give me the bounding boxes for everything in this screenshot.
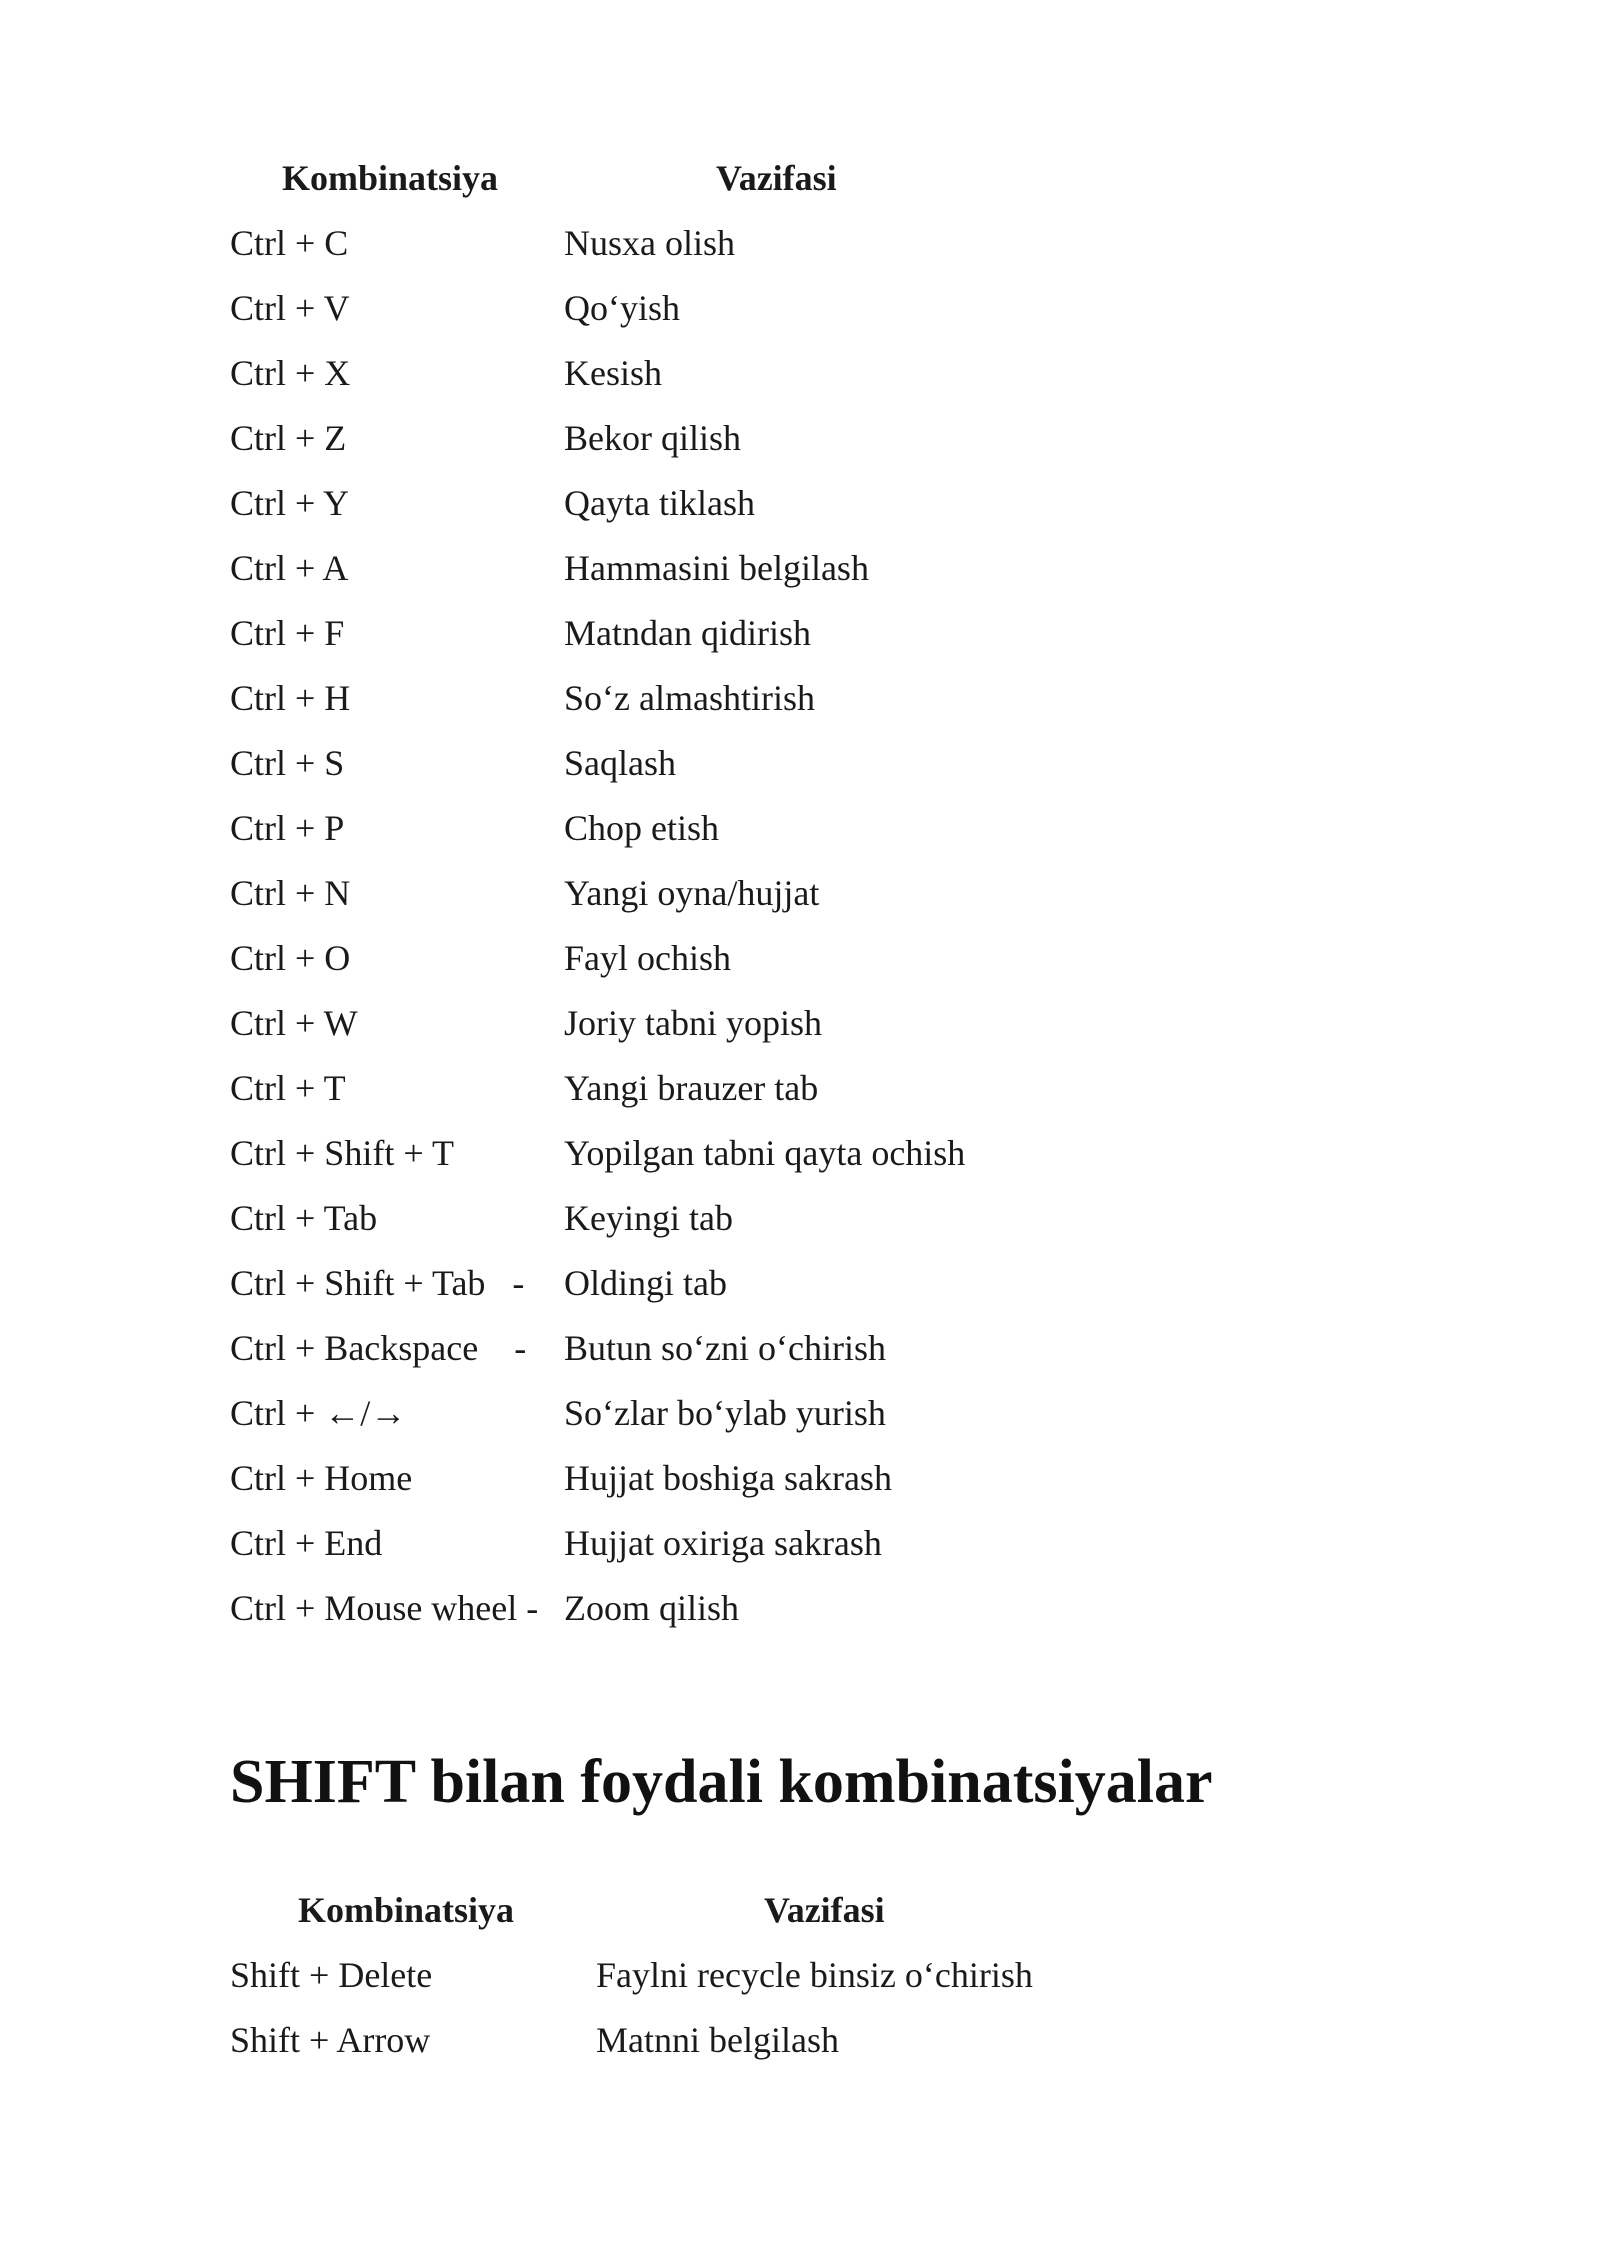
shortcut-function: Qo‘yish — [564, 288, 680, 328]
shortcut-function: Kesish — [564, 353, 662, 393]
shortcut-function: Chop etish — [564, 808, 720, 848]
shortcut-combination: Ctrl + S — [230, 743, 345, 783]
table-row — [230, 1060, 1330, 1125]
table-row — [230, 1190, 1330, 1255]
shortcut-function: Bekor qilish — [564, 418, 741, 458]
shortcut-combination: Ctrl + Y — [230, 483, 349, 523]
table-row — [230, 345, 1330, 410]
table-row — [230, 1515, 1330, 1580]
shortcut-combination: Ctrl + N — [230, 873, 351, 913]
shortcut-combination: Ctrl + Mouse wheel - — [230, 1588, 539, 1628]
shortcut-combination: Ctrl + Tab — [230, 1198, 378, 1238]
shortcut-function: Hujjat oxiriga sakrash — [564, 1523, 882, 1563]
shortcut-combination: Ctrl + Shift + Tab - — [230, 1263, 525, 1303]
shortcut-combination: Ctrl + H — [230, 678, 351, 718]
table-row — [230, 800, 1330, 865]
shortcut-function: So‘zlar bo‘ylab yurish — [564, 1393, 886, 1433]
table-row — [230, 475, 1330, 540]
header-function: Vazifasi — [716, 158, 837, 198]
shortcut-combination: Ctrl + P — [230, 808, 345, 848]
table-row — [230, 1450, 1330, 1515]
table-row — [230, 410, 1330, 475]
header-function: Vazifasi — [764, 1890, 885, 1930]
shortcut-function: Faylni recycle binsiz o‘chirish — [596, 1955, 1033, 1995]
table-row — [230, 2012, 1330, 2077]
table-row — [230, 605, 1330, 670]
shortcut-function: Matnni belgilash — [596, 2020, 839, 2060]
shortcut-function: Fayl ochish — [564, 938, 731, 978]
table-header — [230, 150, 1330, 215]
table-row — [230, 670, 1330, 735]
shortcut-combination: Ctrl + X — [230, 353, 351, 393]
table-row — [230, 1125, 1330, 1190]
shortcut-combination: Ctrl + F — [230, 613, 345, 653]
table-row — [230, 215, 1330, 280]
shift-shortcuts-table — [230, 1882, 1330, 2077]
table-row — [230, 1255, 1330, 1320]
table-row — [230, 1580, 1330, 1645]
table-row — [230, 1320, 1330, 1385]
shortcut-function: Oldingi tab — [564, 1263, 727, 1303]
shortcut-combination: Ctrl + O — [230, 938, 351, 978]
shortcut-function: Joriy tabni yopish — [564, 1003, 822, 1043]
table-row — [230, 280, 1330, 345]
shortcut-combination: Ctrl + End — [230, 1523, 383, 1563]
shortcut-function: Hammasini belgilash — [564, 548, 869, 588]
ctrl-rows — [230, 215, 1330, 1645]
shortcut-combination: Shift + Delete — [230, 1955, 433, 1995]
header-combination: Kombinatsiya — [282, 158, 499, 198]
shortcut-function: Keyingi tab — [564, 1198, 733, 1238]
shortcut-function: So‘z almashtirish — [564, 678, 815, 718]
shortcut-function: Yangi oyna/hujjat — [564, 873, 820, 913]
shortcut-function: Yangi brauzer tab — [564, 1068, 819, 1108]
shortcut-function: Butun so‘zni o‘chirish — [564, 1328, 886, 1368]
shift-section-heading: SHIFT bilan foydali kombinatsiyalar — [230, 1748, 1213, 1816]
shortcut-function: Qayta tiklash — [564, 483, 755, 523]
table-row — [230, 1947, 1330, 2012]
table-row — [230, 865, 1330, 930]
shortcut-combination: Ctrl + ←/→ — [230, 1393, 407, 1433]
shortcut-function: Yopilgan tabni qayta ochish — [564, 1133, 966, 1173]
shift-rows — [230, 1947, 1330, 2077]
table-row — [230, 540, 1330, 605]
header-combination: Kombinatsiya — [298, 1890, 515, 1930]
shortcut-combination: Ctrl + Backspace - — [230, 1328, 527, 1368]
shortcut-combination: Ctrl + C — [230, 223, 349, 263]
shortcut-function: Hujjat boshiga sakrash — [564, 1458, 892, 1498]
table-row — [230, 735, 1330, 800]
table-row — [230, 930, 1330, 995]
shortcut-function: Matndan qidirish — [564, 613, 811, 653]
shortcut-combination: Ctrl + Home — [230, 1458, 413, 1498]
shortcut-function: Saqlash — [564, 743, 676, 783]
shortcut-combination: Ctrl + V — [230, 288, 350, 328]
table-header — [230, 1882, 1330, 1947]
shortcut-combination: Ctrl + W — [230, 1003, 358, 1043]
shortcut-function: Nusxa olish — [564, 223, 735, 263]
table-row — [230, 995, 1330, 1060]
shortcut-combination: Shift + Arrow — [230, 2020, 431, 2060]
ctrl-shortcuts-table — [230, 150, 1330, 1645]
table-row — [230, 1385, 1330, 1450]
shortcut-function: Zoom qilish — [564, 1588, 740, 1628]
shortcut-combination: Ctrl + Shift + T — [230, 1133, 454, 1173]
shortcut-combination: Ctrl + T — [230, 1068, 346, 1108]
shortcut-combination: Ctrl + Z — [230, 418, 347, 458]
shortcut-combination: Ctrl + A — [230, 548, 349, 588]
